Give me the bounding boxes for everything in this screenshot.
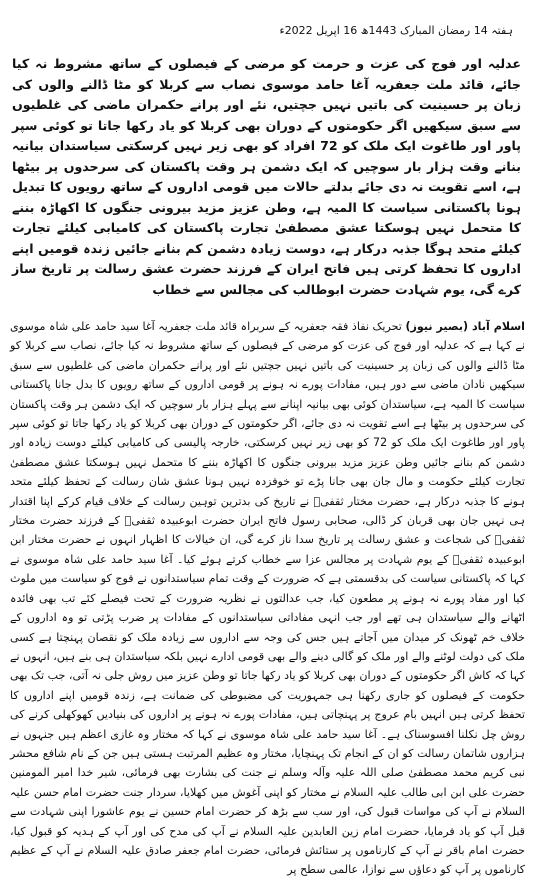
headline-block bbox=[12, 54, 521, 300]
article-body bbox=[10, 317, 525, 880]
article-paragraph bbox=[10, 317, 525, 880]
issue-date-line: ہفتہ 14 رمضان المبارک 1443ھ 16 اپریل 2022ء bbox=[279, 24, 513, 37]
headline-text: عدلیہ اور فوج کی عزت و حرمت کو مرضی کے فیصلوں کے ساتھ مشروط نہ کیا جائے، قائد ملت جعفریہ آغا حامد موسوی نصاب سے کربلا کو مٹا ڈالنے والوں کی زبان پر حسینیت کی باتیں نہیں جچتیں، نئے اور پرانے حکمران ماضی کی غلطیوں سے سبق سیکھیں اگر حکومتوں کے دوران بھی کربلا کو یاد رکھا جاتا تو کوئی سپر پاور اور طاغوت ایک ملک کو 72 افراد کو بھی زیر نہیں کرسکتی سیاستدان بیانیہ بنانے وقت ہزار بار سوچیں کہ ایک دشمن ہر وقت پاکستان کی سرحدوں پر بیٹھا ہے، اسے تقویت نہ دی جائے بدلتے حالات میں قومی اداروں کے ساتھ رویوں کا تبدیل ہونا پاکستانی سیاست کا المیہ ہے، وطن عزیز مزید بیرونی جنگوں کا اکھاڑہ بننے کا متحمل نہیں ہوسکتا عشق مصطفیٰ تجارت پاکستان کی کامیابی کیلئے تجارت کیلئے متحد ہوگا جذبہ درکار ہے، دوست زیادہ دشمن کم بنانے جائیں زندہ قومیں اپنے اداروں کا تحفظ کرتی ہیں فاتح ایران کے فرزند حضرت عشق رسالت پر تاریخ ساز کرے گی، یوم شہادت حضرت ابوطالب کی مجالس سے خطاب bbox=[12, 56, 521, 297]
article-dateline: اسلام آباد (بصیر نیوز) bbox=[405, 320, 525, 333]
article-text: تحریک نفاذ فقہ جعفریہ کے سربراہ قائد ملت جعفریہ آغا سید حامد علی شاہ موسوی نے کہا ہے کہ عدلیہ اور فوج کی عزت کو مرضی کے فیصلوں کے ساتھ مشروط نہ کیا جائے، نصاب سے کربلا کو مٹا ڈالنے والوں کی زبان پر حسینیت کی باتیں نہیں جچتیں نئے اور پرانے حکمران ماضی کی غلطیوں سے سبق سیکھیں نادان ماضی سے دور ہیں، مفادات پورے نہ ہونے پر قومی اداروں کے ساتھ رویوں کا بدل جانا پاکستانی سیاست کا المیہ ہے، سیاستدان کوئی بھی بیانیہ اپنانے سے پہلے ہزار بار سوچیں کہ ایک دشمن ہر وقت پاکستان کی سرحدوں پر بیٹھا ہے اسے تقویت نہ دی جائے، اگر حکومتوں کے دوران بھی کربلا کو یاد رکھا جاتا تو کوئی سپر پاور اور طاغوت ایک ملک کو 72 کو بھی زیر نہیں کرسکتی، خارجہ پالیسی کی کامیابی کیلئے دوست زیادہ اور دشمن کم بنانے جائیں وطن عزیز مزید بیرونی جنگوں کا اکھاڑہ بننے کا متحمل نہیں ہوسکتا عشق مصطفیٰ تجارت کیلئے حکومت و مال جان بھی جانا پڑے تو خوفزدہ نہیں ہونا عشق شان رسالت کے تحفظ کیلئے متحد ہونے کا جذبہ درکار ہے، حضرت مختار ثقفیؓ نے تاریخ کی بدترین توہین رسالت کے خلاف قیام کرکے اپنا اقتدار ہی نہیں جان بھی قربان کر ڈالی، صحابی رسول فاتح ایران حضرت ابوعبیدہ ثقفیؓ کے فرزند حضرت مختار ثقفیؓ کی شجاعت و عشق رسالت پر تاریخ سدا ناز کرے گی، ان خیالات کا اظہار انہوں نے حضرت مختار ابن ابوعبیدہ ثقفیؓ کے یوم شہادت پر مجالس عزا سے خطاب کرتے ہوئے کیا۔ آغا سید حامد علی شاہ موسوی نے کہا کہ پاکستانی سیاست کی بدقسمتی ہے کہ ضرورت کے وقت تمام سیاستدانوں نے فوج کو سیاست میں ملوث کیا اور مفاد پورے نہ ہونے پر مطعون کیا، جب عدالتوں نے نظریہ ضرورت کے تحت فیصلے کئے تب بھی فائدہ اٹھانے والے سیاستدان ہی تھے اور جب انہی مفاداتی سیاستدانوں کے مفادات پر ضرب پڑتی تو وہ اداروں کے خلاف خم ٹھونک کر میدان میں آجاتے ہیں جس کی وجہ سے اداروں سے زیادہ ملک کو نقصان پہنچتا ہے کسی ملک کی دولت لوٹنے والے اور ملک کو گالی دینے والے بھی قومی ادارے نہیں بلکہ سیاستدان ہی بنے ہیں، انہوں نے کہا کہ کاش اگر حکومتوں کے دوران بھی کربلا کو یاد رکھا جاتا تو وطن عزیز میں روش جلی نہ آتی، جب تک بھی حکومت کے فیصلوں کو جاری رکھنا ہی جمہوریت کی مضبوطی کی ضمانت ہے، زندہ قومیں اپنے اداروں کا تحفظ کرتی ہیں انہیں بام عروج پر پہنچاتی ہیں، مفادات پورے نہ ہونے پر اداروں کی بنیادیں کھوکھلی کرنے کی روش چل نکلنا افسوسناک ہے۔ آغا سید حامد علی شاہ موسوی نے کہا کہ مختار وہ غازی اعظم ہیں جنہوں نے ہزاروں شاتمان رسالت کو ان کے انجام تک پہنچایا، مختار وہ عظیم المرتبت ہستی ہیں جن کے نام شافع محشر نبی کریم محمد مصطفیٰ صلی اللہ علیہ وآلہ وسلم نے جنت کی بشارت بھی فرمائی، شیر خدا امیر المومنین حضرت علی ابن ابی طالب علیہ السلام نے مختار کو اپنی آغوش میں کھلایا، سردار جنت حضرت امام حسن علیہ السلام نے آپ کی مواسات قبول کی، اور سب سے بڑھ کر حضرت امام حسین نے یوم عاشورا اپنی شہادت سے قبل آپ کو یاد فرمایا، حضرت امام زین العابدین علیہ السلام نے آپ کی مدح کی اور آپ کے ہدیہ کو قبول کیا، حضرت امام باقر نے آپ کے کارناموں پر ستائش فرمائی، حضرت امام جعفر صادق علیہ السلام نے آپ کے عظیم کارناموں پر آپ کو دعاؤں سے نوازا، عالمی سطح پر bbox=[10, 320, 525, 877]
